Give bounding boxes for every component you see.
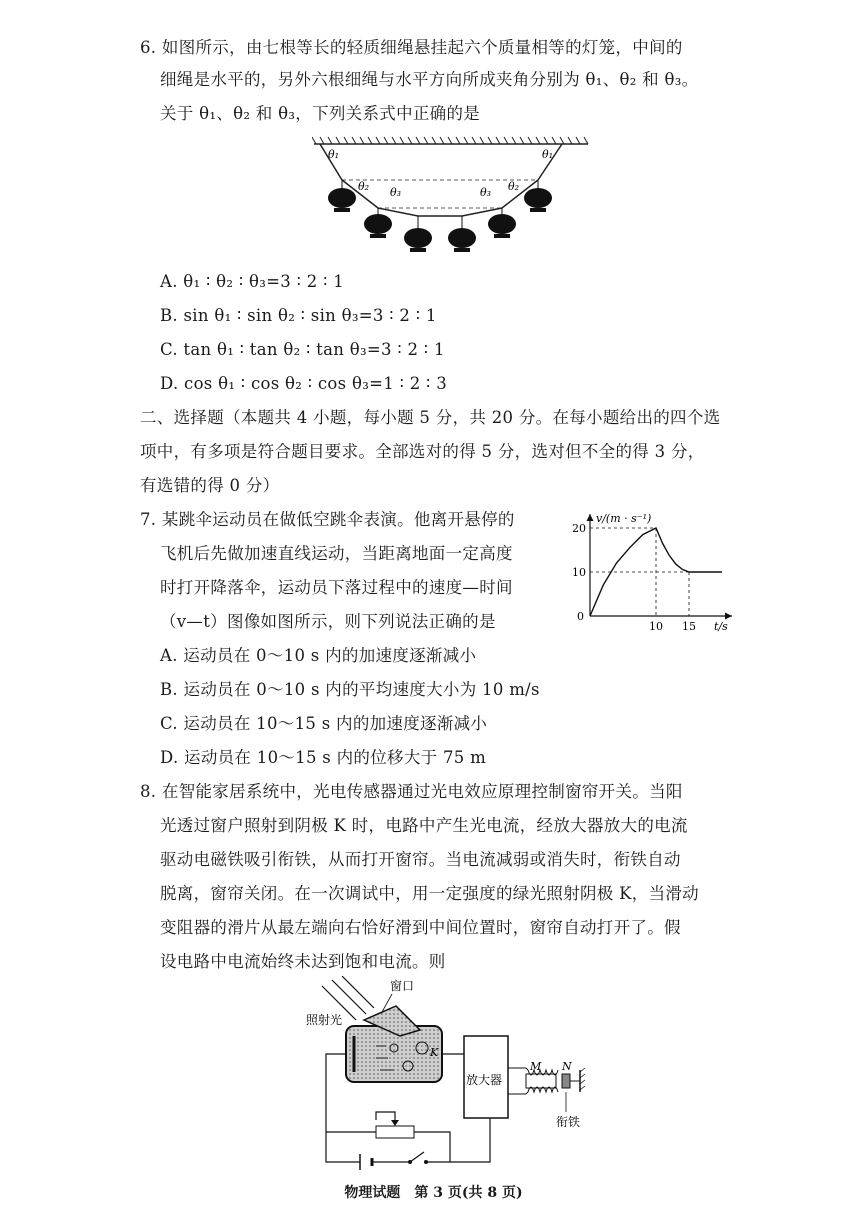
q6-line-2: 细绳是水平的，另外六根细绳与水平方向所成夹角分别为 θ₁、θ₂ 和 θ₃。 xyxy=(160,70,699,89)
section2-line-3: 有选错的得 0 分） xyxy=(140,476,280,495)
section2-line-2: 项中，有多项是符合题目要求。全部选对的得 5 分，选对但不全的得 3 分， xyxy=(140,442,705,461)
page-footer: 物理试题 第 3 页(共 8 页) xyxy=(344,1185,523,1201)
theta2-left-label: θ₂ xyxy=(358,180,370,193)
q8-line-6: 设电路中电流始终未达到饱和电流。则 xyxy=(160,952,446,971)
velocity-time-chart xyxy=(568,508,738,634)
q7-line-2: 飞机后先做加速直线运动，当距离地面一定高度 xyxy=(160,544,513,563)
y-tick-label-20: 20 xyxy=(572,522,586,535)
lantern-figure xyxy=(312,136,590,258)
q7-line-1: 7. 某跳伞运动员在做低空跳伞表演。他离开悬停的 xyxy=(140,510,515,529)
q6-option-d: D. cos θ₁ ∶ cos θ₂ ∶ cos θ₃=1 ∶ 2 ∶ 3 xyxy=(160,374,447,393)
q7-option-d: D. 运动员在 10～15 s 内的位移大于 75 m xyxy=(160,748,487,767)
q7-line-4: （v—t）图像如图所示，则下列说法正确的是 xyxy=(160,612,496,631)
x-tick-label-0: 0 xyxy=(577,610,584,623)
section2-line-1: 二、选择题（本题共 4 小题，每小题 5 分，共 20 分。在每小题给出的四个选 xyxy=(140,408,721,427)
lantern-icon xyxy=(488,208,516,238)
theta1-right-label: θ₁ xyxy=(542,148,554,161)
photoelectric-circuit-figure xyxy=(300,976,600,1174)
slide-rheostat xyxy=(376,1120,414,1138)
amplifier-label: 放大器 xyxy=(466,1073,503,1087)
q6-line-1: 6. 如图所示，由七根等长的轻质细绳悬挂起六个质量相等的灯笼，中间的 xyxy=(140,38,683,57)
q8-line-3: 驱动电磁铁吸引衔铁，从而打开窗帘。当电流减弱或消失时，衔铁自动 xyxy=(160,850,681,869)
lantern-icon xyxy=(404,216,432,252)
x-tick-label-15: 15 xyxy=(682,620,696,633)
cathode-k-label: K xyxy=(430,1046,439,1059)
q8-line-1: 8. 在智能家居系统中，光电传感器通过光电效应原理控制窗帘开关。当阳 xyxy=(140,782,683,801)
lantern-icon xyxy=(328,180,356,212)
x-tick-label-10: 10 xyxy=(649,620,663,633)
theta2-right-label: θ₂ xyxy=(508,180,520,193)
lantern-icon xyxy=(364,208,392,238)
q8-line-2: 光透过窗户照射到阴极 K 时，电路中产生光电流，经放大器放大的电流 xyxy=(160,816,688,835)
q7-option-b: B. 运动员在 0～10 s 内的平均速度大小为 10 m/s xyxy=(160,680,540,699)
q6-option-b: B. sin θ₁ ∶ sin θ₂ ∶ sin θ₃=3 ∶ 2 ∶ 1 xyxy=(160,306,437,325)
photocell xyxy=(346,1006,442,1082)
window-label: 窗口 xyxy=(390,979,415,993)
theta3-left-label: θ₃ xyxy=(390,186,402,199)
q6-option-a: A. θ₁ ∶ θ₂ ∶ θ₃=3 ∶ 2 ∶ 1 xyxy=(160,272,345,291)
y-tick-label-10: 10 xyxy=(572,566,586,579)
q6-option-c: C. tan θ₁ ∶ tan θ₂ ∶ tan θ₃=3 ∶ 2 ∶ 1 xyxy=(160,340,445,359)
q7-option-a: A. 运动员在 0～10 s 内的加速度逐渐减小 xyxy=(160,646,477,665)
q6-line-3: 关于 θ₁、θ₂ 和 θ₃，下列关系式中正确的是 xyxy=(160,104,481,123)
q8-line-5: 变阻器的滑片从最左端向右恰好滑到中间位置时，窗帘自动打开了。假 xyxy=(160,918,681,937)
light-label: 照射光 xyxy=(306,1013,343,1027)
armature-label: 衔铁 xyxy=(556,1115,581,1129)
theta1-left-label: θ₁ xyxy=(328,148,340,161)
lantern-icon xyxy=(524,180,552,212)
q7-line-3: 时打开降落伞，运动员下落过程中的速度—时间 xyxy=(160,578,513,597)
q7-option-c: C. 运动员在 10～15 s 内的加速度逐渐减小 xyxy=(160,714,488,733)
battery xyxy=(360,1154,372,1170)
q8-line-4: 脱离，窗帘关闭。在一次调试中，用一定强度的绿光照射阴极 K，当滑动 xyxy=(160,884,699,903)
theta3-right-label: θ₃ xyxy=(480,186,492,199)
magnet-m-label: M xyxy=(530,1060,542,1073)
x-axis-label: t/s xyxy=(714,620,728,633)
n-label: N xyxy=(562,1060,572,1073)
switch xyxy=(408,1152,428,1164)
y-axis-label: v/(m · s⁻¹) xyxy=(596,512,652,525)
lantern-icon xyxy=(448,216,476,252)
